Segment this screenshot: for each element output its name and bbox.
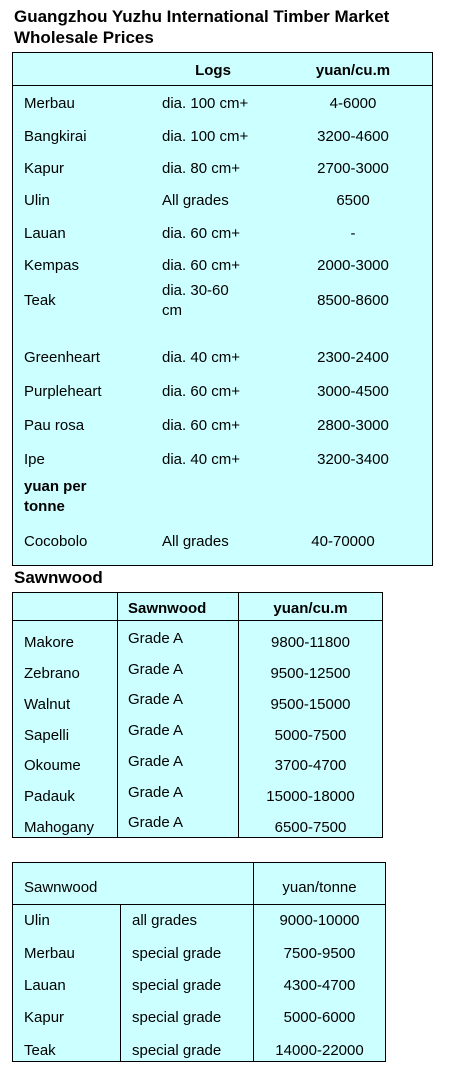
logs-row-name: Bangkirai	[24, 128, 87, 145]
logs-tonne-row-name: Cocobolo	[24, 533, 88, 550]
sawnwood-cum-row-price: 9500-12500	[270, 665, 351, 682]
logs-subheader: yuan per	[24, 478, 87, 495]
logs-subheader-cont: tonne	[24, 498, 65, 515]
logs-row-price: 2700-3000	[317, 160, 389, 177]
header-divider	[13, 904, 385, 905]
logs-row-name: Ipe	[24, 451, 45, 468]
logs-row-price: 4-6000	[329, 95, 377, 112]
sawnwood-tonne-row-grade: special grade	[132, 1042, 222, 1059]
sawnwood-tonne-row-name: Ulin	[24, 912, 50, 929]
logs-tonne-row-spec: All grades	[162, 533, 229, 550]
sawnwood-cum-header-price: yuan/cu.m	[273, 600, 348, 617]
logs-row-name: Merbau	[24, 95, 75, 112]
logs-row-spec: dia. 40 cm+	[162, 451, 240, 468]
sawnwood-tonne-row-grade: special grade	[132, 945, 222, 962]
logs-row-name: Pau rosa	[24, 417, 85, 434]
sawnwood-cum-row-name: Makore	[24, 634, 75, 651]
sawnwood-cum-row-grade: Grade A	[128, 753, 184, 770]
logs-row-name: Ulin	[24, 192, 50, 209]
sawnwood-tonne-header-price: yuan/tonne	[282, 879, 357, 896]
sawnwood-cum-header-item: Sawnwood	[128, 600, 207, 617]
sawnwood-tonne-row-price: 5000-6000	[283, 1009, 356, 1026]
logs-table	[12, 52, 433, 566]
sawnwood-cum-row-price: 9800-11800	[271, 634, 350, 651]
logs-row-spec-cont: cm	[162, 302, 182, 319]
logs-row-spec: dia. 60 cm+	[162, 225, 240, 242]
sawnwood-tonne-row-name: Teak	[24, 1042, 56, 1059]
logs-row-price: 2000-3000	[317, 257, 389, 274]
sawnwood-cum-row-grade: Grade A	[128, 630, 184, 647]
sawnwood-section-title: Sawnwood	[14, 568, 103, 587]
sawnwood-cum-row-grade: Grade A	[128, 661, 184, 678]
logs-row-spec: All grades	[162, 192, 229, 209]
sawnwood-cum-row-name: Okoume	[24, 757, 81, 774]
logs-row-price: 3200-3400	[317, 451, 389, 468]
logs-row-price: 3000-4500	[317, 383, 389, 400]
sawnwood-tonne-header-name: Sawnwood	[24, 879, 98, 896]
sawnwood-cum-row-name: Mahogany	[24, 819, 95, 836]
logs-row-spec: dia. 60 cm+	[162, 383, 240, 400]
sawnwood-cum-row-price: 3700-4700	[274, 757, 347, 774]
logs-row-name: Kempas	[24, 257, 80, 274]
logs-row-spec: dia. 80 cm+	[162, 160, 240, 177]
sawnwood-cum-row-name: Zebrano	[24, 665, 80, 682]
sawnwood-cum-row-grade: Grade A	[128, 814, 184, 831]
logs-row-spec: dia. 100 cm+	[162, 95, 249, 112]
sawnwood-cum-row-grade: Grade A	[128, 691, 184, 708]
col-divider	[120, 904, 121, 1061]
logs-header-divider	[13, 85, 432, 86]
sawnwood-tonne-row-name: Lauan	[24, 977, 66, 994]
sawnwood-tonne-row-grade: special grade	[132, 1009, 222, 1026]
logs-row-name: Teak	[24, 292, 56, 309]
sawnwood-tonne-row-price: 4300-4700	[283, 977, 356, 994]
sawnwood-tonne-row-price: 9000-10000	[279, 912, 360, 929]
title-line-2: Wholesale Prices	[14, 28, 154, 47]
logs-row-spec: dia. 60 cm+	[162, 417, 240, 434]
logs-row-price: -	[350, 225, 356, 242]
logs-header-item: Logs	[195, 62, 231, 79]
logs-row-spec: dia. 60 cm+	[162, 257, 240, 274]
sawnwood-tonne-row-name: Kapur	[24, 1009, 65, 1026]
sawnwood-cum-row-name: Sapelli	[24, 727, 70, 744]
sawnwood-tonne-row-grade: all grades	[132, 912, 198, 929]
logs-row-spec: dia. 40 cm+	[162, 349, 240, 366]
sawnwood-cum-row-name: Padauk	[24, 788, 75, 805]
sawnwood-cum-row-price: 15000-18000	[266, 788, 355, 805]
sawnwood-cum-row-price: 6500-7500	[274, 819, 347, 836]
logs-row-name: Greenheart	[24, 349, 100, 366]
sawnwood-cum-row-price: 9500-15000	[270, 696, 351, 713]
sawnwood-tonne-table	[12, 862, 386, 1062]
sawnwood-tonne-row-name: Merbau	[24, 945, 75, 962]
sawnwood-tonne-row-grade: special grade	[132, 977, 222, 994]
sawnwood-cum-row-price: 5000-7500	[274, 727, 347, 744]
logs-row-price: 2300-2400	[317, 349, 389, 366]
sawnwood-cum-row-name: Walnut	[24, 696, 71, 713]
logs-row-name: Lauan	[24, 225, 66, 242]
page-title	[14, 6, 389, 48]
logs-row-spec: dia. 30-60	[162, 282, 229, 299]
logs-tonne-row-price: 40-70000	[311, 533, 375, 550]
title-line-1: Guangzhou Yuzhu International Timber Market	[14, 7, 390, 26]
logs-row-name: Purpleheart	[24, 383, 102, 400]
logs-row-price: 6500	[336, 192, 370, 209]
sawnwood-cum-table	[12, 592, 383, 838]
header-divider	[13, 620, 382, 621]
col-divider	[117, 593, 118, 837]
sawnwood-tonne-row-price: 14000-22000	[275, 1042, 364, 1059]
sawnwood-tonne-row-price: 7500-9500	[283, 945, 356, 962]
logs-row-price: 2800-3000	[317, 417, 389, 434]
sawnwood-cum-row-grade: Grade A	[128, 722, 184, 739]
logs-row-price: 3200-4600	[317, 128, 389, 145]
logs-header-price: yuan/cu.m	[315, 62, 391, 79]
sawnwood-cum-row-grade: Grade A	[128, 784, 184, 801]
logs-row-spec: dia. 100 cm+	[162, 128, 249, 145]
logs-row-name: Kapur	[24, 160, 65, 177]
logs-row-price: 8500-8600	[317, 292, 389, 309]
